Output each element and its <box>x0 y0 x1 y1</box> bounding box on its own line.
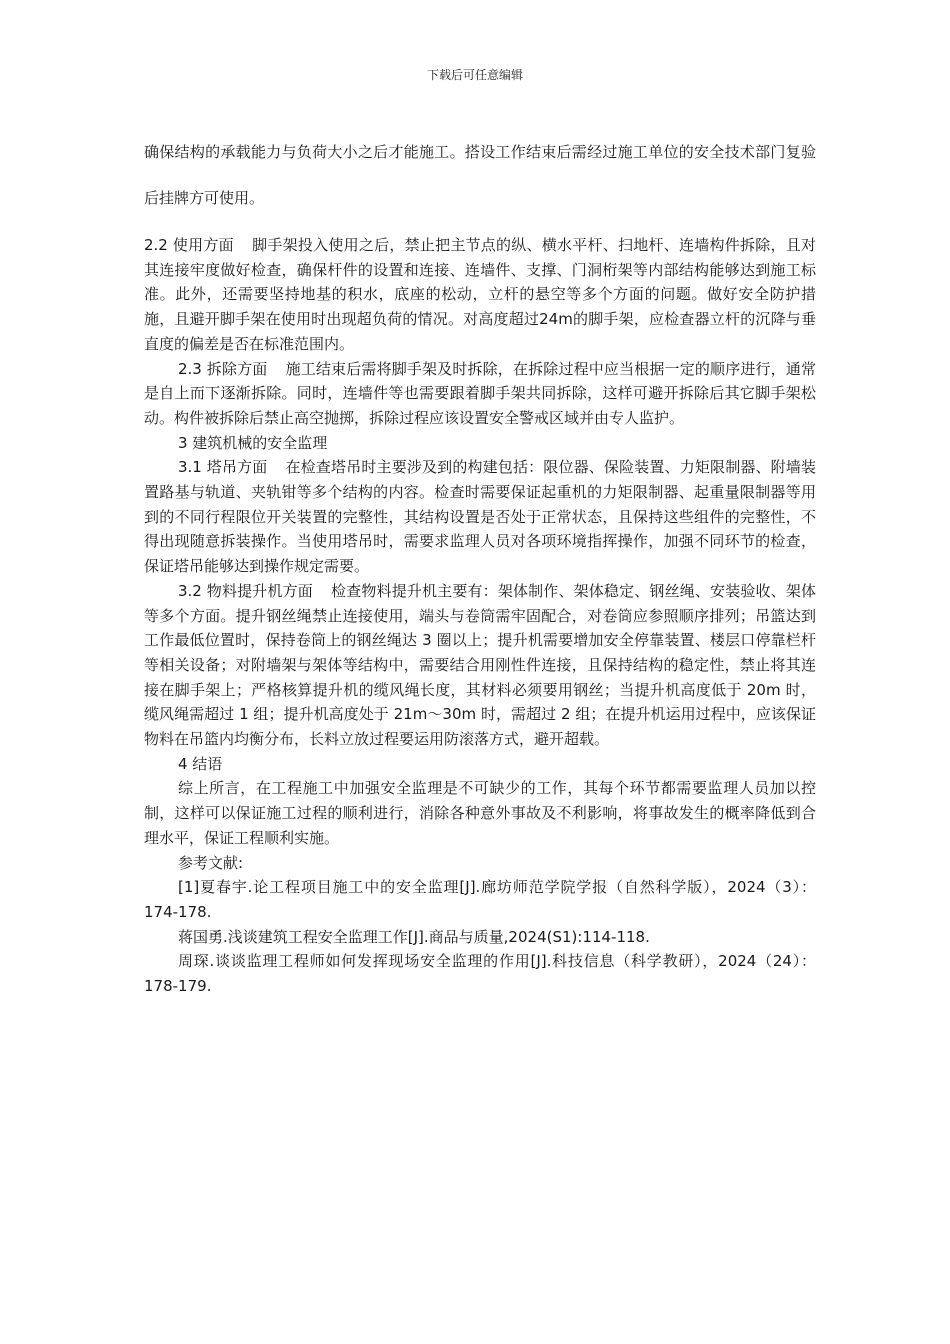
section-2-3-text: 施工结束后需将脚手架及时拆除，在拆除过程中应当根据一定的顺序进行，通常是自上而下逐渐拆除。同时，连墙件等也需要跟着脚手架共同拆除，这样可避开拆除后其它脚手架松动。构件被拆除后禁止高空抛掷，拆除过程应该设置安全警戒区域并由专人监护。 <box>144 359 816 427</box>
section-2-3-paragraph <box>144 357 816 431</box>
section-2-2-heading: 2.2 使用方面 <box>144 236 234 254</box>
page-header-note: 下载后可任意编辑 <box>426 68 523 82</box>
section-3-1-text: 在检查塔吊时主要涉及到的构建包括：限位器、保险装置、力矩限制器、附墙装置路基与轨道、夹轨钳等多个结构的内容。检查时需要保证起重机的力矩限制器、起重量限制器等用到的不同行程限位开关装置的完整性，其结构设置是否处于正常状态，且保持这些组件的完整性，不得出现随意拆装操作。当使用塔吊时，需要求监理人员对各项环境指挥操作，加强不同环节的检查，保证塔吊能够达到操作规定需要。 <box>144 458 816 576</box>
section-2-2-paragraph <box>144 233 816 357</box>
section-3-2-text: 检查物料提升机主要有：架体制作、架体稳定、钢丝绳、安装验收、架体等多个方面。提升钢丝绳禁止连接使用，端头与卷筒需牢固配合，对卷筒应参照顺序排列；吊篮达到工作最低位置时，保持卷筒上的钢丝绳达 3 圈以上；提升机需要增加安全停靠装置、楼层口停靠栏杆等相关设备；对附墙架与架体等结构中，需要结合用刚性件连接，且保持结构的稳定性，禁止将其连接在脚手架上；严格核算提升机的缆风绳长度，其材料必须要用钢丝；当提升机高度低于 20m 时，缆风绳需超过 1 组；提升机高度处于 21m～30m 时，需超过 2 组；在提升机运用过程中，应该保证物料在吊篮内均衡分布，长料立放过程要运用防滚落方式，避开超载。 <box>144 581 816 749</box>
section-4-heading: 4 结语 <box>178 754 223 773</box>
section-3-2-heading: 3.2 物料提升机方面 <box>178 581 313 600</box>
section-2-3-heading: 2.3 拆除方面 <box>178 359 268 378</box>
section-3-heading: 3 建筑机械的安全监理 <box>178 433 328 452</box>
reference-item-3: 周琛.谈谈监理工程师如何发挥现场安全监理的作用[J].科技信息（科学教研），2024（24）：178-179. <box>144 952 816 996</box>
references-label: 参考文献: <box>178 853 244 872</box>
section-3-1-heading: 3.1 塔吊方面 <box>178 458 268 477</box>
reference-item-1: [1]夏春宇.论工程项目施工中的安全监理[J].廊坊师范学院学报（自然科学版），2024（3）：174-178. <box>144 878 816 921</box>
section-4-text: 综上所言，在工程施工中加强安全监理是不可缺少的工作，其每个环节都需要监理人员加以控制，这样可以保证施工过程的顺利进行，消除各种意外事故及不利影响，将事故发生的概率降低到合理水平，保证工程顺利实施。 <box>144 779 816 847</box>
intro-paragraph: 确保结构的承载能力与负荷大小之后才能施工。搭设工作结束后需经过施工单位的安全技术部门复验后挂牌方可使用。 <box>144 143 816 207</box>
main-content <box>144 233 816 999</box>
section-3-2-paragraph <box>144 579 816 752</box>
reference-item-2: 蒋国勇.浅谈建筑工程安全监理工作[J].商品与质量,2024(S1):114-118. <box>178 927 650 946</box>
section-2-2-text: 脚手架投入使用之后，禁止把主节点的纵、横水平杆、扫地杆、连墙构件拆除，且对其连接牢度做好检查，确保杆件的设置和连接、连墙件、支撑、门洞桁架等内部结构能够达到施工标准。此外，还需要坚持地基的积水，底座的松动，立杆的悬空等多个方面的问题。做好安全防护措施，且避开脚手架在使用时出现超负荷的情况。对高度超过24m的脚手架，应检查器立杆的沉降与垂直度的偏差是否在标准范围内。 <box>144 236 816 353</box>
section-3-1-paragraph <box>144 455 816 579</box>
